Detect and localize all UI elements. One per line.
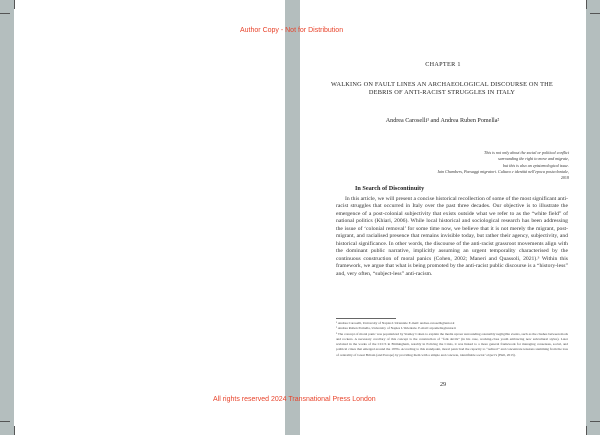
epigraph-line: but this is also an epistemological issue. xyxy=(502,162,569,168)
epigraph-line: surrounding the right to move and migrate, xyxy=(498,156,569,162)
crop-mark-top-right-vertical xyxy=(586,0,587,9)
crop-mark-top-left xyxy=(0,13,10,14)
epigraph-attribution: Iain Chambers, Paesaggi migratori. Cultura e identità nell'epoca postcoloniale, xyxy=(437,168,569,174)
epigraph xyxy=(360,150,569,181)
page-number: 29 xyxy=(439,382,447,388)
watermark-top: Author Copy - Not for Distribution xyxy=(240,27,344,34)
crop-mark-bottom-right xyxy=(590,421,600,422)
footnote: ¹ Andrea Caroselli, University of Naples L'Orientale E-mail: andrea.caroselli@unior.it xyxy=(336,321,455,325)
crop-mark-bottom-left xyxy=(0,421,10,422)
chapter-authors: Andrea Caroselli¹ and Andrea Ruben Pomella² xyxy=(385,118,500,124)
epigraph-line: This is not only about the social or political conflict xyxy=(484,150,569,155)
crop-mark-bottom-right-vertical xyxy=(586,426,587,435)
page-gutter xyxy=(285,0,300,435)
section-heading: In Search of Discontinuity xyxy=(355,185,425,192)
footnotes xyxy=(336,321,568,358)
footnote: ³ The concept of moral panic was popularized by Stanley Cohen to explain the media uproar surrounding ostensibly negligible events, such as the clashes between mods and rockers. A necessary corollary of this concept is the construction of “folk devils” (in his case, working-class youth embracing new subcultural styles). Later revisited in the works of the CCCS in Birmingham, notably in Policing the Crisis, it was linked to a more general framework for managing consensus, social, and political crises that emerged around the 1970s. According to this standpoint, moral panic had the capacity to “redirect” and concentrate tensions stemming from the loss of centrality of Great Britain (and Europe) by providing them with a simple and concrete, identifiable social ‘object’s (Hall, 2013). xyxy=(336,331,568,357)
footnote: ² Andrea Ruben Pomella, University of Naples L'Orientale. E-mail: arpomella@unior.it xyxy=(336,326,457,331)
body-paragraph: In this article, we will present a concise historical recollection of some of the most significant anti-racist struggles that occurred in Italy over the past three decades. Our objective is to illustrate the emergence of a post-colonial subjectivity that exists outside what we refer to as the “white field” of national politics (Khiari, 2006). While local historical and sociological research has been addressing the issue of ‘colonial removal’ for some time now, we believe that it is not merely the migrant, post-migrant, and racialised presence that remains invisible today, but rather their agency, subjectivity, and historical significance. In other words, the discourse of the anti-racist grassroot movements align with the dominant public narrative, implicitly assuming an urgent temporality characterised by the continuous construction of moral panics (Cohen, 2002; Maneri and Quassoli, 2021).³ Within this framework, we argue that what is being promoted by the anti-racist public discourse is a “history-less” and, very often, “subject-less” anti-racism. xyxy=(336,196,568,277)
epigraph-date: 2018 xyxy=(560,175,569,181)
crop-mark-top-left-vertical xyxy=(14,0,15,9)
left-blank-page xyxy=(14,0,285,435)
watermark-bottom: All rights reserved 2024 Transnational Press London xyxy=(213,396,376,403)
crop-mark-bottom-left-vertical xyxy=(14,426,15,435)
footnote-rule xyxy=(336,318,396,319)
crop-mark-top-right xyxy=(590,13,600,14)
chapter-label: CHAPTER 1 xyxy=(425,61,461,68)
chapter-title: WALKING ON FAULT LINES AN ARCHAEOLOGICAL DISCOURSE ON THE DEBRIS OF ANTI-RACIST STRUGGLES IN ITALY xyxy=(331,81,553,97)
